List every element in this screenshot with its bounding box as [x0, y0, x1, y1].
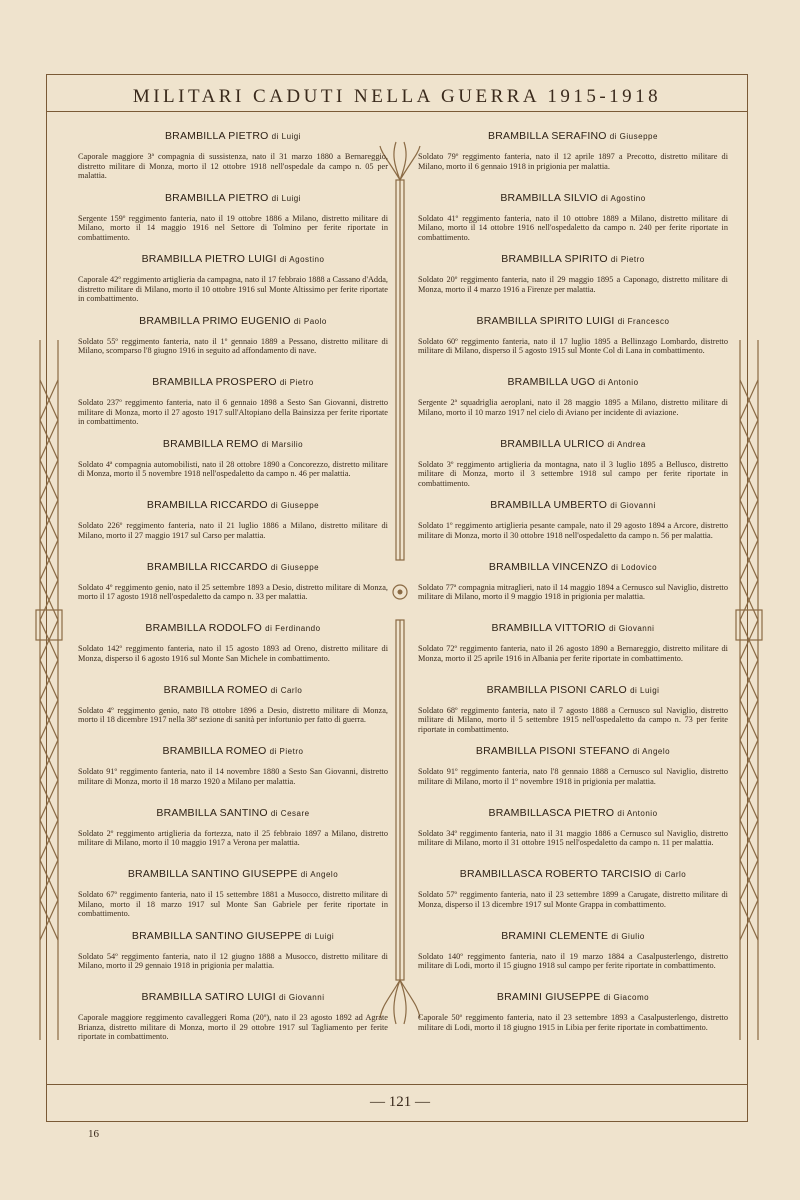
list-item — [418, 499, 728, 561]
entry-parent: di Antonio — [617, 808, 658, 818]
entry-parent: di Giacomo — [603, 993, 650, 1002]
list-item — [78, 868, 388, 930]
entry-parent: di Pietro — [269, 747, 304, 756]
entry-description: Soldato 237º reggimento fanteria, nato il 6 gennaio 1898 a Sesto San Giovanni, distretto militare di Monza, morto il 27 agosto 1917 sull'Altopiano della Bainsizza per ferite riportate in combattimento. — [78, 398, 388, 427]
entry-description: Soldato 1º reggimento artiglieria pesante campale, nato il 29 agosto 1894 a Arcore, distretto militare di Monza, morto il 30 ottobre 1918 nell'ospedaletto da campo n. 56 per malattia. — [418, 521, 728, 540]
entry-name — [418, 868, 728, 880]
entry-name — [78, 561, 388, 573]
entry-name — [78, 745, 388, 757]
list-item — [78, 253, 388, 315]
entry-parent: di Luigi — [304, 931, 335, 941]
entry-name — [418, 253, 728, 265]
entry-surname: BRAMBILLA PIETRO — [164, 130, 269, 142]
entry-name — [418, 192, 728, 204]
entry-parent: di Lodovico — [611, 562, 658, 572]
list-item — [418, 438, 728, 500]
list-item — [78, 561, 388, 623]
list-item — [418, 807, 728, 869]
entry-parent: di Luigi — [271, 132, 302, 141]
list-item — [78, 684, 388, 746]
entry-parent: di Luigi — [271, 193, 302, 203]
entry-parent: di Angelo — [632, 747, 671, 756]
entry-surname: BRAMBILLA PIETRO — [164, 191, 269, 204]
list-item — [78, 315, 388, 377]
entry-name — [78, 192, 388, 204]
entry-description: Caporale 42º reggimento artiglieria da campagna, nato il 17 febbraio 1888 a Cassano d'Adda, distretto militare di Milano, morto il 10 ottobre 1916 sul Monte Altissimo per ferite riportate in combattimento. — [78, 275, 388, 304]
entry-parent: di Cesare — [270, 808, 310, 818]
left-side-ornament — [34, 340, 64, 1040]
entry-description: Soldato 3º reggimento artiglieria da montagna, nato il 3 luglio 1895 a Bellusco, distretto militare di Monza, morto il 3 settembre 1918 sul campo per ferite riportate in combattimento. — [418, 459, 728, 488]
entry-name — [78, 376, 388, 388]
entry-parent: di Antonio — [598, 378, 639, 387]
entry-surname: BRAMBILLA VITTORIO — [491, 622, 606, 634]
entry-description: Soldato 4º reggimento genio, nato l'8 ottobre 1896 a Desio, distretto militare di Monza, morto il 18 dicembre 1917 nella 38ª sezione di sanità per infortunio per fatto di guerra. — [78, 705, 388, 725]
list-item — [418, 745, 728, 807]
entry-name — [78, 499, 388, 511]
entry-surname: BRAMBILLA ROMEO — [163, 683, 268, 696]
list-item — [78, 438, 388, 500]
entry-surname: BRAMBILLA PROSPERO — [152, 376, 277, 388]
signature-number: 16 — [88, 1128, 99, 1140]
entry-description: Soldato 67º reggimento fanteria, nato il 15 settembre 1881 a Musocco, distretto militare di Milano, morto il 18 marzo 1917 sul Monte San Gabriele per ferite riportate in combattimento. — [78, 890, 388, 919]
list-item — [418, 130, 728, 192]
entry-parent: di Paolo — [293, 316, 327, 326]
list-item — [418, 315, 728, 377]
entry-surname: BRAMBILLA SANTINO GIUSEPPE — [127, 868, 298, 880]
entry-name — [78, 253, 388, 265]
list-item — [418, 253, 728, 315]
entry-description: Soldato 20º reggimento fanteria, nato il 29 maggio 1895 a Caponago, distretto militare di Monza, morto il 4 marzo 1916 a Firenze per malattia. — [418, 275, 728, 294]
entry-name — [78, 622, 388, 634]
entry-description: Caporale maggiore 3ª compagnia di sussistenza, nato il 31 marzo 1880 a Bernareggio, distretto militare di Monza, morto il 12 ottobre 1918 nell'ospedale da campo n. 05 per malattia. — [78, 152, 388, 181]
entry-description: Soldato 4º reggimento genio, nato il 25 settembre 1893 a Desio, distretto militare di Monza, morto il 17 agosto 1918 nell'ospedaletto da campo n. 33 per malattia. — [78, 582, 388, 602]
list-item — [78, 807, 388, 869]
list-item — [78, 622, 388, 684]
entry-name — [418, 684, 728, 696]
entry-description: Soldato 77ª compagnia mitraglieri, nato il 14 maggio 1894 a Cernusco sul Naviglio, distretto militare di Milano, morto il 9 maggio 1918 in prigionia per malattia. — [418, 582, 728, 602]
right-column — [418, 130, 728, 1053]
list-item — [418, 561, 728, 623]
entry-parent: di Andrea — [607, 439, 646, 449]
list-item — [78, 991, 388, 1053]
list-item — [78, 930, 388, 992]
entry-surname: BRAMINI CLEMENTE — [501, 929, 609, 942]
entry-surname: BRAMBILLA PISONI STEFANO — [475, 745, 630, 757]
entry-surname: BRAMBILLA RICCARDO — [146, 560, 268, 573]
entry-parent: di Giovanni — [610, 501, 656, 510]
entry-parent: di Agostino — [279, 255, 325, 264]
entry-name — [418, 930, 728, 942]
entry-description: Sergente 159º reggimento fanteria, nato il 19 ottobre 1886 a Milano, distretto militare di Milano, morto il 14 maggio 1916 nel Settore di Tolmino per ferite riportate in combattimento. — [78, 213, 388, 242]
entry-parent: di Giulio — [611, 931, 645, 941]
entry-name — [78, 438, 388, 450]
entry-parent: di Pietro — [279, 378, 314, 387]
list-item — [78, 499, 388, 561]
entry-parent: di Giovanni — [608, 624, 655, 633]
right-side-ornament — [734, 340, 764, 1040]
entry-name — [78, 868, 388, 880]
entry-name — [418, 561, 728, 573]
entry-surname: BRAMBILLASCA ROBERTO TARCISIO — [459, 868, 652, 880]
entry-surname: BRAMBILLASCA PIETRO — [488, 806, 615, 819]
list-item — [418, 684, 728, 746]
entry-description: Soldato 91º reggimento fanteria, nato l'8 gennaio 1888 a Cernusco sul Naviglio, distretto militare di Milano, morto il 1º novembre 1918 in prigionia per malattia. — [418, 767, 728, 786]
entry-parent: di Giuseppe — [270, 562, 320, 572]
entry-name — [78, 684, 388, 696]
page-title: MILITARI CADUTI NELLA GUERRA 1915-1918 — [46, 78, 748, 112]
entry-parent: di Carlo — [270, 685, 303, 695]
entry-surname: BRAMBILLA VINCENZO — [488, 560, 609, 573]
footer-divider — [46, 1084, 748, 1085]
entry-description: Soldato 60º reggimento fanteria, nato il 17 luglio 1895 a Bellinzago Lombardo, distretto militare di Milano, disperso il 5 agosto 1915 sul Monte Col di Lana in combattimento. — [418, 336, 728, 356]
entry-surname: BRAMBILLA PIETRO LUIGI — [141, 253, 277, 265]
list-item — [418, 622, 728, 684]
entry-parent: di Agostino — [601, 193, 646, 203]
entry-name — [78, 807, 388, 819]
entry-description: Soldato 142º reggimento fanteria, nato il 15 agosto 1893 ad Oreno, distretto militare di Monza, disperso il 6 agosto 1916 sul Monte San Michele in combattimento. — [78, 644, 388, 663]
entry-parent: di Francesco — [617, 316, 670, 326]
entry-description: Soldato 4ª compagnia automobilisti, nato il 28 ottobre 1890 a Concorezzo, distretto militare di Monza, morto il 5 novembre 1918 nell'ospedaletto da campo n. 46 per malattia. — [78, 459, 388, 479]
entry-surname: BRAMBILLA SPIRITO — [501, 253, 608, 265]
entry-name — [78, 130, 388, 142]
list-item — [418, 868, 728, 930]
entry-description: Soldato 2º reggimento artiglieria da fortezza, nato il 25 febbraio 1897 a Milano, distretto militare di Milano, morto il 10 maggio 1917 a Verona per malattia. — [78, 828, 388, 848]
entry-parent: di Ferdinando — [265, 624, 321, 633]
entry-parent: di Angelo — [300, 870, 339, 879]
entry-surname: BRAMBILLA ULRICO — [500, 437, 605, 450]
entry-surname: BRAMBILLA SERAFINO — [488, 130, 607, 142]
entry-name — [418, 499, 728, 511]
entry-name — [418, 745, 728, 757]
entry-name — [418, 130, 728, 142]
entry-surname: BRAMBILLA SANTINO — [156, 806, 268, 819]
list-item — [78, 192, 388, 254]
entry-surname: BRAMBILLA PRIMO EUGENIO — [139, 314, 291, 327]
entry-description: Caporale 50º reggimento fanteria, nato il 23 settembre 1893 a Casalpusterlengo, distretto militare di Lodi, morto il 18 giugno 1915 in Libia per ferite riportate in combattimento. — [418, 1013, 728, 1032]
entry-surname: BRAMINI GIUSEPPE — [496, 991, 601, 1003]
entry-parent: di Carlo — [654, 870, 687, 879]
entry-parent: di Luigi — [630, 685, 660, 695]
entry-name — [78, 991, 388, 1003]
list-item — [418, 930, 728, 992]
entry-description: Caporale maggiore reggimento cavalleggeri Roma (20º), nato il 23 agosto 1892 ad Agrate Brianza, distretto militare di Monza, morto il 29 ottobre 1917 sul Tagliamento per ferite riportate in combattimento. — [78, 1013, 388, 1042]
entry-description: Soldato 54º reggimento fanteria, nato il 12 giugno 1888 a Musocco, distretto militare di Milano, morto il 29 gennaio 1918 in prigionia per malattia. — [78, 951, 388, 971]
entry-surname: BRAMBILLA PISONI CARLO — [486, 683, 627, 696]
list-item — [418, 192, 728, 254]
entry-surname: BRAMBILLA UGO — [507, 376, 596, 388]
entry-description: Soldato 68º reggimento fanteria, nato il 7 agosto 1888 a Cernusco sul Naviglio, distretto militare di Milano, morto il 5 settembre 1915 nell'ospedaletto da campo n. 73 per ferite riportate in combattimento. — [418, 705, 728, 734]
entry-name — [78, 315, 388, 327]
entry-description: Soldato 57º reggimento fanteria, nato il 23 settembre 1899 a Carugate, distretto militare di Monza, disperso il 13 dicembre 1917 sul Monte Grappa in combattimento. — [418, 890, 728, 909]
entry-description: Soldato 226º reggimento fanteria, nato il 21 luglio 1886 a Milano, distretto militare di Milano, morto il 27 maggio 1917 sul Carso per malattia. — [78, 521, 388, 540]
entry-parent: di Marsilio — [261, 439, 304, 449]
entry-surname: BRAMBILLA UMBERTO — [490, 499, 608, 511]
entry-surname: BRAMBILLA SANTINO GIUSEPPE — [131, 929, 302, 942]
entry-description: Soldato 140º reggimento fanteria, nato il 19 marzo 1884 a Casalpusterlengo, distretto militare di Lodi, morto il 15 giugno 1918 sul campo per ferite riportate in combattimento. — [418, 951, 728, 971]
entry-name — [418, 807, 728, 819]
entry-surname: BRAMBILLA SATIRO LUIGI — [141, 991, 276, 1003]
entry-name — [418, 991, 728, 1003]
entry-description: Soldato 72º reggimento fanteria, nato il 26 agosto 1890 a Bernareggio, distretto militare di Monza, morto il 25 aprile 1916 in Albania per ferite riportate in combattimento. — [418, 644, 728, 663]
list-item — [78, 130, 388, 192]
entry-surname: BRAMBILLA ROMEO — [162, 745, 267, 757]
entry-surname: BRAMBILLA SILVIO — [500, 191, 598, 204]
list-item — [78, 376, 388, 438]
entry-description: Soldato 34º reggimento fanteria, nato il 31 maggio 1886 a Cernusco sul Naviglio, distretto militare di Milano, morto il 31 ottobre 1915 nell'ospedaletto da campo n. 11 per malattia. — [418, 828, 728, 848]
entry-surname: BRAMBILLA RODOLFO — [145, 622, 263, 634]
list-item — [78, 745, 388, 807]
entry-name — [78, 930, 388, 942]
left-column — [78, 130, 388, 1053]
entry-parent: di Giuseppe — [609, 132, 658, 141]
entry-description: Soldato 91º reggimento fanteria, nato il 14 novembre 1880 a Sesto San Giovanni, distretto militare di Monza, morto il 18 marzo 1920 a Milano per malattia. — [78, 767, 388, 786]
entry-surname: BRAMBILLA RICCARDO — [146, 499, 268, 511]
entry-description: Soldato 79º reggimento fanteria, nato il 12 aprile 1897 a Precotto, distretto militare di Milano, morto il 6 gennaio 1918 in prigionia per malattia. — [418, 152, 728, 171]
entry-surname: BRAMBILLA REMO — [162, 437, 259, 450]
entry-description: Sergente 2ª squadriglia aeroplani, nato il 28 maggio 1895 a Milano, distretto militare di Milano, morto il 10 marzo 1917 nel cielo di Aviano per incidente di aviazione. — [418, 398, 728, 417]
list-item — [418, 991, 728, 1053]
entry-parent: di Pietro — [610, 255, 645, 264]
entry-name — [418, 622, 728, 634]
page-number: — 121 — — [370, 1094, 430, 1110]
entry-description: Soldato 41º reggimento fanteria, nato il 10 ottobre 1889 a Milano, distretto militare di Milano, morto il 14 ottobre 1916 nell'ospedaletto da campo n. 240 per ferite riportate in combattimento. — [418, 213, 728, 242]
entry-parent: di Giuseppe — [270, 501, 320, 510]
entry-parent: di Giovanni — [278, 993, 325, 1002]
entry-surname: BRAMBILLA SPIRITO LUIGI — [476, 314, 615, 327]
entry-name — [418, 315, 728, 327]
list-item — [418, 376, 728, 438]
entry-description: Soldato 55º reggimento fanteria, nato il 1º gennaio 1889 a Pessano, distretto militare di Milano, scomparso l'8 giugno 1916 in seguito ad affondamento di nave. — [78, 336, 388, 356]
entry-name — [418, 438, 728, 450]
entry-name — [418, 376, 728, 388]
